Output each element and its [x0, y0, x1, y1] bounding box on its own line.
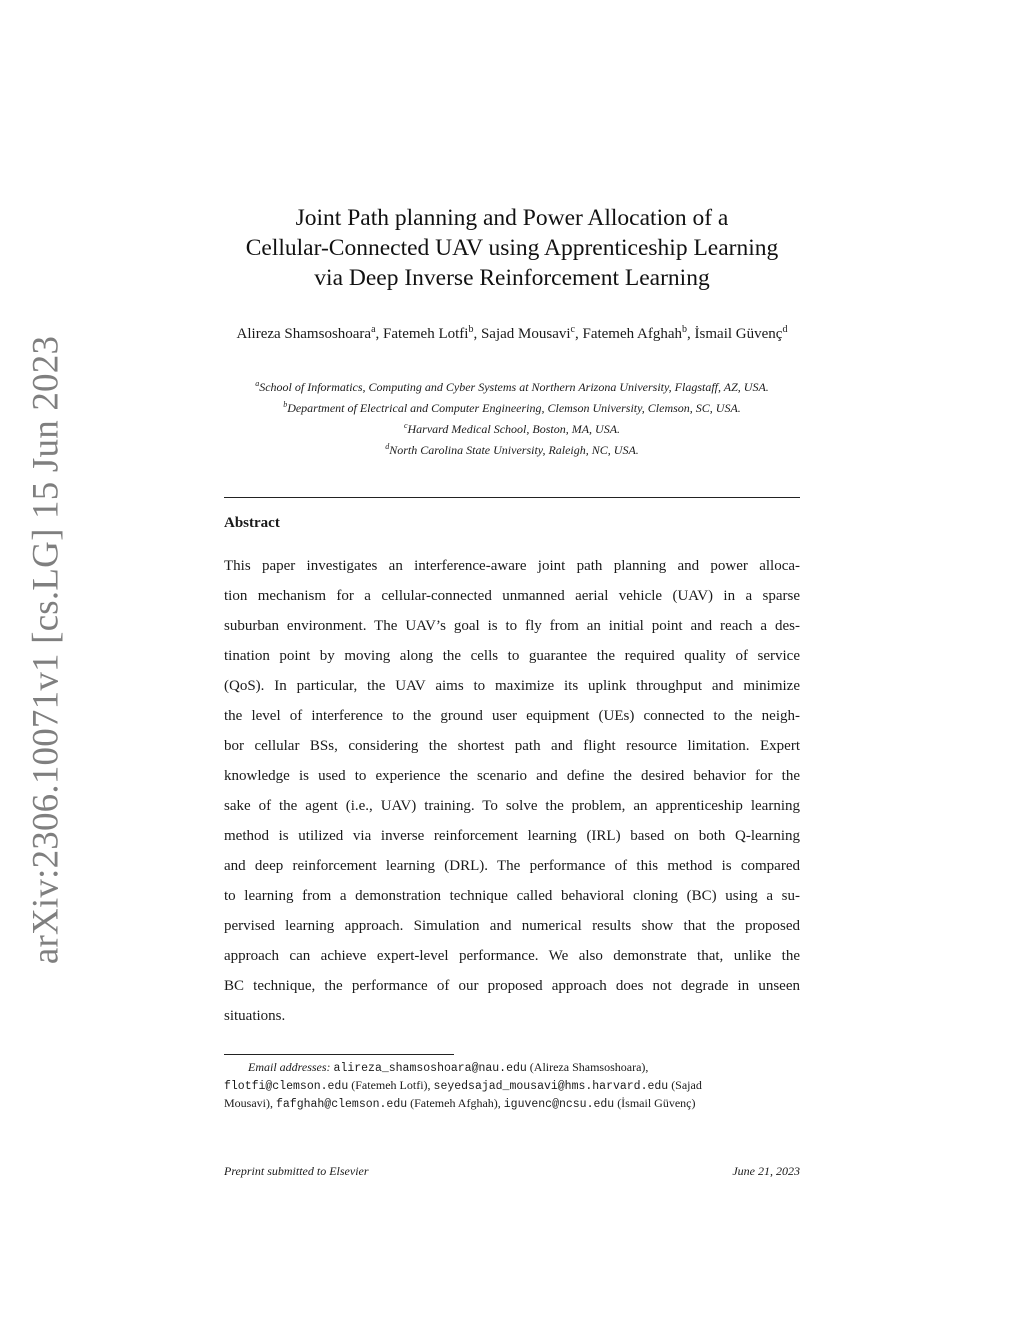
abstract-line: pervised learning approach. Simulation and numerical results show that the proposed	[224, 918, 800, 934]
author-affil-mark: d	[782, 324, 788, 335]
abstract-line: (QoS). In particular, the UAV aims to maximize its uplink throughput and minimize	[224, 678, 800, 694]
author-list: Alireza Shamsoshoara$^a$, Fatemeh Lotfi$^b$, Sajad Mousavi$^c$, Fatemeh Afghah$^b$, İsmail Güvenç$^d$	[236, 324, 788, 342]
abstract-line: BC technique, the performance of our proposed approach does not degrade in unseen	[224, 978, 800, 994]
affiliation: $^b$Department of Electrical and Computer Engineering, Clemson University, Clemson, SC, USA.	[283, 400, 741, 415]
abstract-line: tination point by moving along the cells to guarantee the required quality of service	[224, 648, 800, 664]
email-link[interactable]: alireza_shamsoshoara@nau.edu	[333, 1062, 527, 1075]
author-name: Fatemeh Lotfi	[383, 326, 469, 342]
author-name: İsmail Güvenç	[694, 326, 783, 342]
title-line: via Deep Inverse Reinforcement Learning	[314, 265, 710, 291]
author-affil-mark: b	[468, 324, 474, 335]
abstract-line: method is utilized via inverse reinforcement learning (IRL) based on both Q-learning	[224, 828, 800, 844]
preprint-note: Preprint submitted to Elsevier	[224, 1164, 369, 1178]
author-name: Alireza Shamsoshoara	[236, 326, 372, 342]
paper-title	[224, 203, 800, 293]
author-affil-mark: a	[371, 324, 376, 335]
email-footnote: Email addresses: alireza_shamsoshoara@nau.edu (Alireza Shamsoshoara), flotfi@clemson.edu (Fatemeh Lotfi), seyedsajad_mousavi@hms.harvard.edu (Sajad Mousavi), fafghah@clemson.edu (Fatemeh Afghah), iguvenc@ncsu.edu (İsmail Güvenç)	[224, 1060, 702, 1111]
abstract-line: to learning from a demonstration technique called behavioral cloning (BC) using a su-	[224, 888, 800, 904]
email-link[interactable]: seyedsajad_mousavi@hms.harvard.edu	[433, 1080, 669, 1093]
title-line: Joint Path planning and Power Allocation of a	[295, 205, 729, 231]
footnote-label: Email addresses:	[248, 1060, 331, 1074]
affiliation: $^a$School of Informatics, Computing and Cyber Systems at Northern Arizona University, Flagstaff, AZ, USA.	[255, 379, 769, 394]
abstract-line: the level of interference to the ground user equipment (UEs) connected to the neigh-	[224, 708, 800, 724]
author-affil-mark: c	[570, 324, 575, 335]
author-affil-mark: b	[682, 324, 688, 335]
affiliation: $^d$North Carolina State University, Raleigh, NC, USA.	[385, 442, 639, 457]
email-link[interactable]: iguvenc@ncsu.edu	[503, 1098, 615, 1111]
abstract-line: knowledge is used to experience the scenario and define the desired behavior for the	[224, 768, 800, 784]
abstract-line: tion mechanism for a cellular-connected unmanned aerial vehicle (UAV) in a sparse	[224, 588, 800, 604]
email-link[interactable]: flotfi@clemson.edu	[224, 1080, 349, 1093]
abstract-line: sake of the agent (i.e., UAV) training. To solve the problem, an apprenticeship learning	[224, 798, 800, 814]
footnote-rule	[224, 1054, 454, 1055]
affiliation: $^c$Harvard Medical School, Boston, MA, USA.	[403, 421, 621, 436]
abstract-line: situations.	[224, 1008, 286, 1024]
abstract-body	[224, 551, 800, 1031]
abstract-line: approach can achieve expert-level performance. We also demonstrate that, unlike the	[224, 948, 800, 964]
author-name: Fatemeh Afghah	[582, 326, 683, 342]
title-line: Cellular-Connected UAV using Apprenticeship Learning	[245, 235, 779, 261]
author-name: Sajad Mousavi	[480, 326, 571, 342]
arxiv-side-stamp: arXiv:2306.10071v1 [cs.LG] 15 Jun 2023	[25, 335, 67, 965]
abstract-line: and deep reinforcement learning (DRL). The performance of this method is compared	[224, 858, 800, 874]
abstract-heading: Abstract	[224, 515, 280, 531]
abstract-top-rule	[224, 497, 800, 498]
footer-date: June 21, 2023	[732, 1164, 800, 1178]
email-link[interactable]: fafghah@clemson.edu	[276, 1098, 408, 1111]
abstract-line: bor cellular BSs, considering the shortest path and flight resource limitation. Expert	[224, 738, 800, 754]
abstract-line: suburban environment. The UAV’s goal is to fly from an initial point and reach a des-	[224, 618, 800, 634]
affiliations	[200, 375, 824, 459]
abstract-line: This paper investigates an interference-aware joint path planning and power alloca-	[224, 558, 800, 574]
